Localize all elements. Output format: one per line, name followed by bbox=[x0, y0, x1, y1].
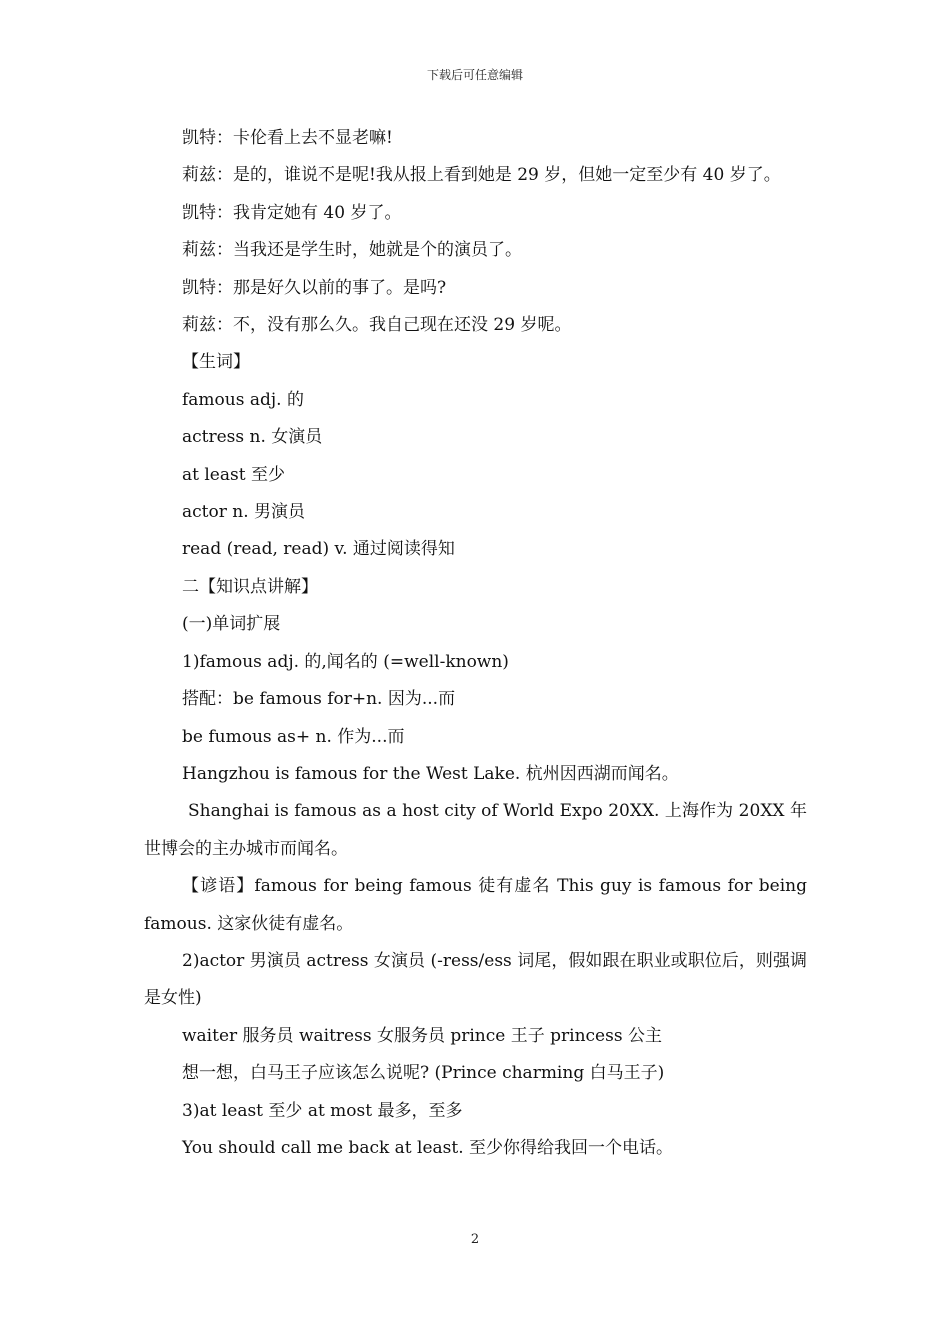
vocab-item: actress n. 女演员 bbox=[182, 427, 323, 448]
subsection-heading: (一)单词扩展 bbox=[182, 614, 281, 635]
explanation-line: 1)famous adj. 的,闻名的 (=well-known) bbox=[182, 651, 509, 672]
dialogue-line: 莉兹：不，没有那么久。我自己现在还没 29 岁呢。 bbox=[182, 315, 572, 336]
explanation-line: 2)actor 男演员 actress 女演员 (-ress/ess 词尾，假如跟在职业或职位后，则强调是女性) bbox=[144, 950, 807, 1009]
dialogue-line: 凯特：那是好久以前的事了。是吗? bbox=[182, 277, 447, 298]
example-sentence: Shanghai is famous as a host city of World Expo 20XX. 上海作为 20XX 年世博会的主办城市而闻名。 bbox=[144, 801, 807, 859]
page-header: 下载后可任意编辑 bbox=[426, 68, 523, 82]
vocab-item: read (read, read) v. 通过阅读得知 bbox=[182, 539, 455, 560]
explanation-line: 3)at least 至少 at most 最多，至多 bbox=[182, 1100, 463, 1121]
page-number: 2 bbox=[470, 1232, 480, 1247]
section-heading-knowledge: 二【知识点讲解】 bbox=[182, 576, 318, 597]
vocab-item: actor n. 男演员 bbox=[182, 502, 306, 523]
explanation-line: waiter 服务员 waitress 女服务员 prince 王子 princess 公主 bbox=[182, 1025, 662, 1046]
explanation-line: 搭配：be famous for+n. 因为...而 bbox=[182, 689, 456, 710]
dialogue-line: 凯特：我肯定她有 40 岁了。 bbox=[182, 202, 402, 223]
vocab-item: at least 至少 bbox=[182, 464, 285, 485]
vocab-item: famous adj. 的 bbox=[182, 389, 304, 410]
dialogue-line: 凯特：卡伦看上去不显老嘛! bbox=[182, 128, 393, 148]
document-body bbox=[144, 120, 807, 1167]
example-sentence: Hangzhou is famous for the West Lake. 杭州因西湖而闻名。 bbox=[182, 763, 679, 784]
dialogue-line: 莉兹：当我还是学生时，她就是个的演员了。 bbox=[182, 240, 522, 261]
section-heading-vocabulary: 【生词】 bbox=[182, 352, 250, 373]
proverb-line: 【谚语】famous for being famous 徒有虚名 This guy is famous for being famous. 这家伙徒有虚名。 bbox=[144, 876, 807, 934]
explanation-line: be fumous as+ n. 作为...而 bbox=[182, 726, 405, 747]
explanation-line: 想一想，白马王子应该怎么说呢? (Prince charming 白马王子) bbox=[182, 1063, 665, 1084]
dialogue-line: 莉兹：是的，谁说不是呢!我从报上看到她是 29 岁，但她一定至少有 40 岁了。 bbox=[182, 165, 781, 186]
example-sentence: You should call me back at least. 至少你得给我回一个电话。 bbox=[182, 1137, 674, 1158]
